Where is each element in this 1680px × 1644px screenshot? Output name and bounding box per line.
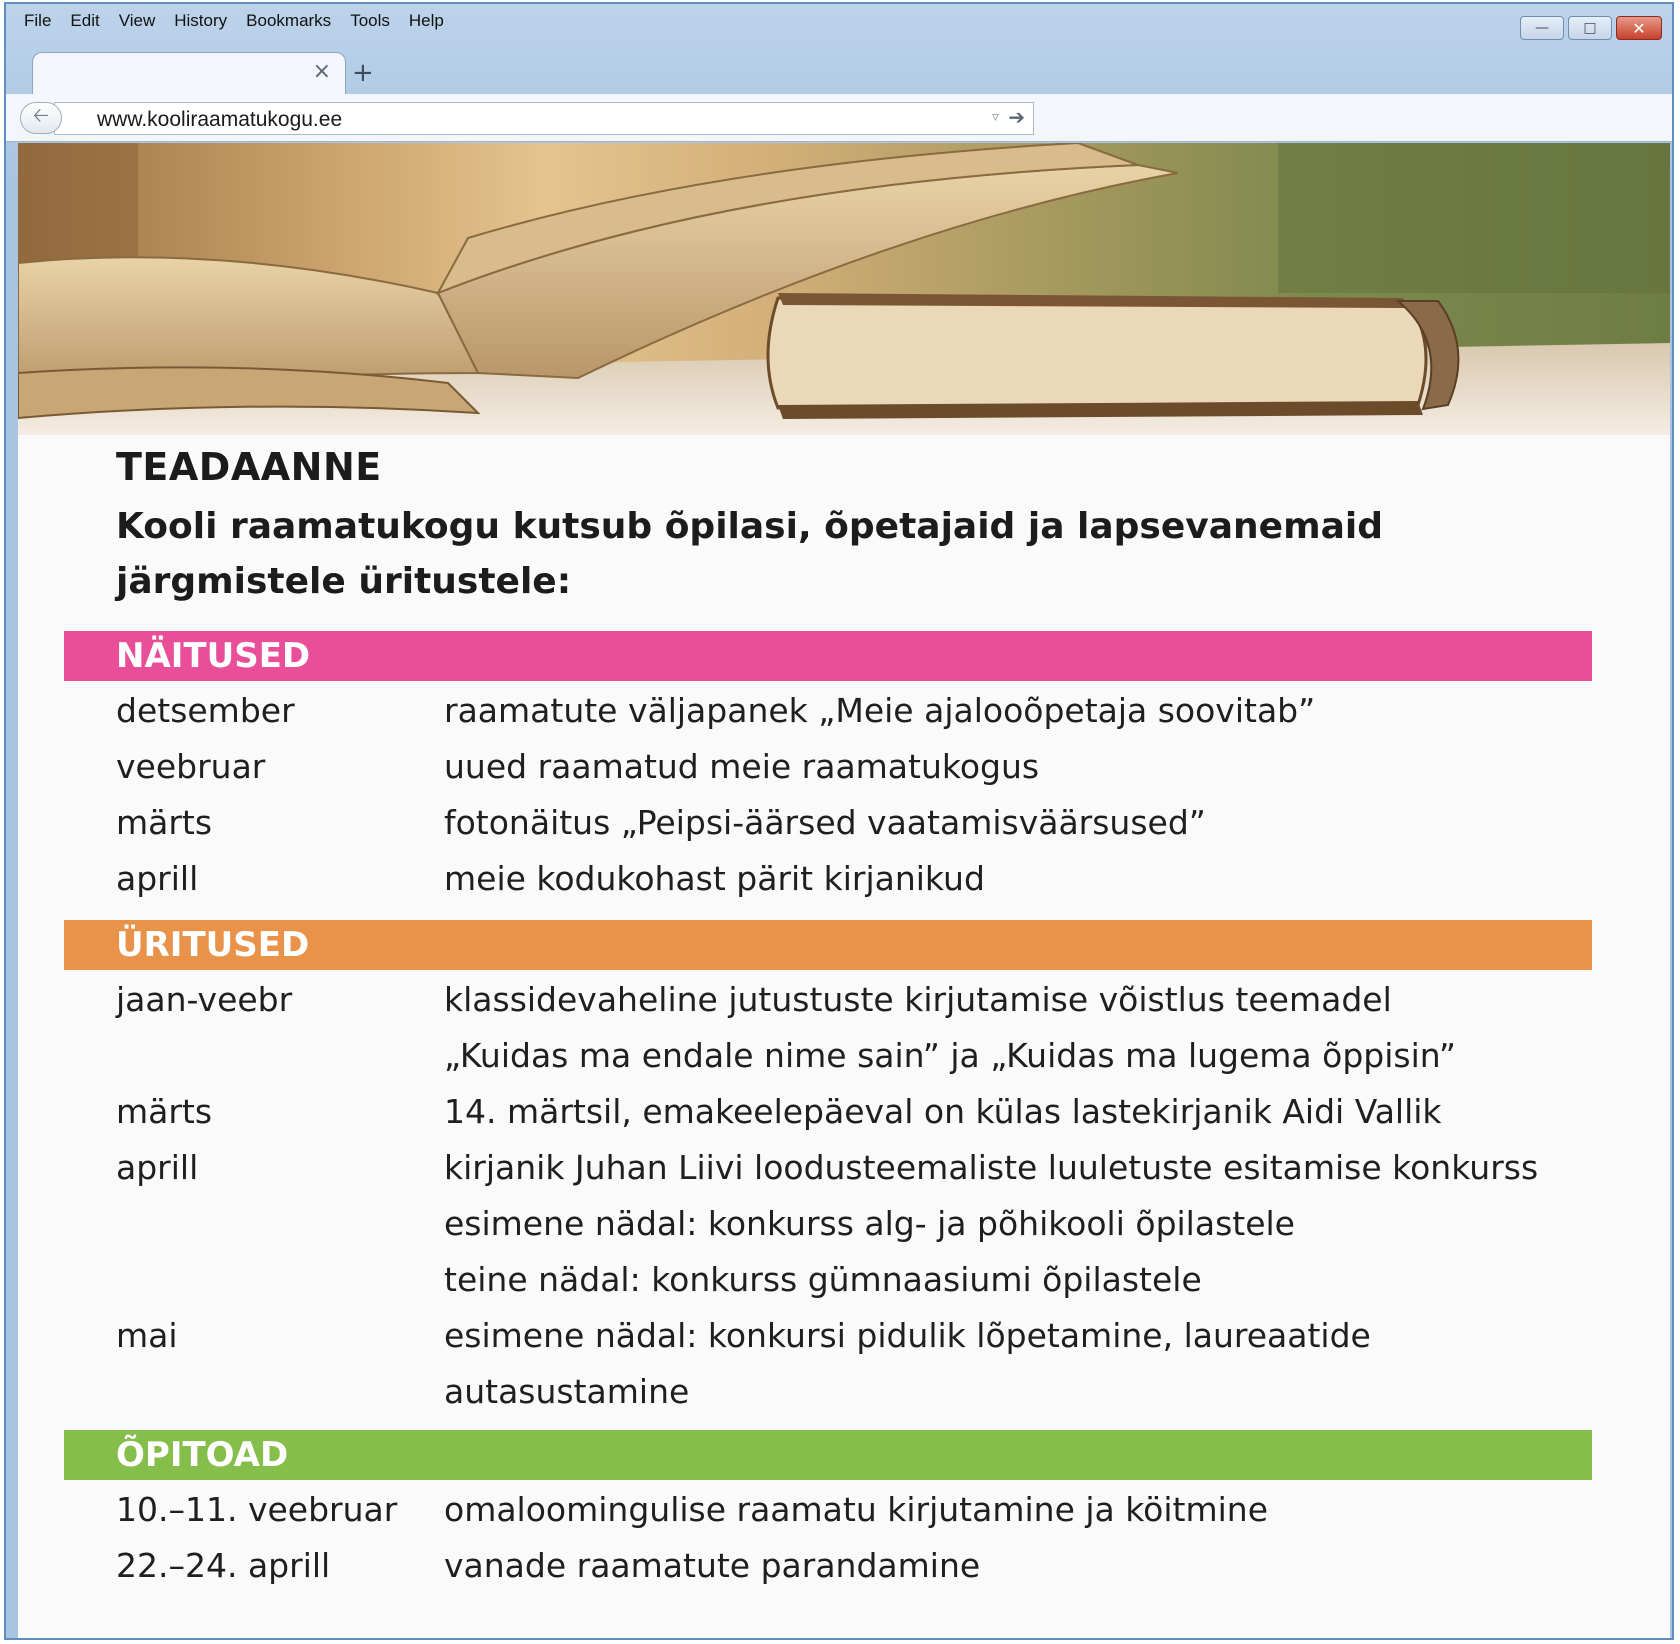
row-line: vanade raamatute parandamine (444, 1546, 981, 1585)
section-rows-naitused (18, 683, 1670, 907)
close-window-button[interactable] (1616, 16, 1662, 40)
row-when: 22.–24. aprill (116, 1546, 331, 1585)
url-text[interactable]: www.kooliraamatukogu.ee (97, 108, 343, 131)
row-what (444, 1308, 1654, 1420)
row-line: „Kuidas ma endale nime sain” ja „Kuidas ma lugema õppisin” (444, 1036, 1456, 1075)
row-what (444, 972, 1654, 1084)
menu-help[interactable]: Help (408, 11, 444, 30)
new-tab-button[interactable]: + (352, 58, 374, 88)
row-line: esimene nädal: konkursi pidulik lõpetamine, laureaatide (444, 1316, 1371, 1355)
list-item (18, 739, 1670, 795)
address-bar[interactable] (54, 102, 1034, 135)
row-line: omaloomingulise raamatu kirjutamine ja köitmine (444, 1490, 1269, 1529)
row-what (444, 683, 1654, 739)
row-when: detsember (116, 691, 295, 730)
page-title: TEADAANNE (116, 445, 382, 489)
row-when: aprill (116, 859, 199, 898)
section-rows-opitoad (18, 1482, 1670, 1594)
menu-view[interactable]: View (118, 11, 156, 30)
row-when: mai (116, 1316, 178, 1355)
list-item (18, 1538, 1670, 1594)
row-line: kirjanik Juhan Liivi loodusteemaliste luuletuste esitamise konkurss (444, 1148, 1539, 1187)
row-what (444, 1538, 1654, 1594)
tab-strip (6, 44, 1672, 94)
minimize-icon: — (1535, 20, 1549, 36)
books-illustration (18, 143, 1670, 435)
menu-history[interactable]: History (174, 11, 228, 30)
row-when: 10.–11. veebruar (116, 1490, 398, 1529)
menu-edit[interactable]: Edit (70, 11, 100, 30)
menu-tools[interactable]: Tools (350, 11, 390, 30)
go-arrow-icon[interactable]: ➔ (1008, 105, 1025, 129)
tab-close-icon[interactable]: × (312, 59, 331, 84)
maximize-button[interactable] (1568, 16, 1612, 40)
row-line: raamatute väljapanek „Meie ajalooõpetaja soovitab” (444, 691, 1316, 730)
section-heading-opitoad: ÕPITOAD (64, 1430, 1592, 1480)
intro-text: Kooli raamatukogu kutsub õpilasi, õpetajaid ja lapsevanemaid järgmistele üritustele: (116, 506, 1383, 602)
row-when: aprill (116, 1148, 199, 1187)
minimize-button[interactable] (1520, 16, 1564, 40)
row-what (444, 1140, 1654, 1308)
list-item (18, 1084, 1670, 1140)
row-what (444, 739, 1654, 795)
browser-tab[interactable] (32, 52, 346, 94)
list-item (18, 1308, 1670, 1420)
menu-bar (6, 4, 1672, 38)
section-rows-uritused (18, 972, 1670, 1420)
close-icon: ✕ (1632, 18, 1646, 38)
section-heading-uritused: ÜRITUSED (64, 920, 1592, 970)
row-line: teine nädal: konkurss gümnaasiumi õpilastele (444, 1260, 1202, 1299)
page-content (18, 435, 1670, 1640)
list-item (18, 1482, 1670, 1538)
row-line: esimene nädal: konkurss alg- ja põhikooli õpilastele (444, 1204, 1295, 1243)
hero-books-image (18, 143, 1670, 435)
section-heading-naitused: NÄITUSED (64, 631, 1592, 681)
row-line: autasustamine (444, 1372, 690, 1411)
menu-file[interactable]: File (24, 11, 52, 30)
maximize-icon: □ (1583, 20, 1597, 36)
row-when: jaan-veebr (116, 980, 293, 1019)
list-item (18, 795, 1670, 851)
row-line: uued raamatud meie raamatukogus (444, 747, 1040, 786)
list-item (18, 683, 1670, 739)
browser-window (4, 2, 1674, 1640)
row-when: märts (116, 1092, 213, 1131)
row-what (444, 1084, 1654, 1140)
row-line: klassidevaheline jutustuste kirjutamise võistlus teemadel (444, 980, 1392, 1019)
back-button[interactable] (20, 102, 62, 134)
history-dropdown-icon[interactable]: ▿ (991, 109, 999, 125)
window-controls (1520, 16, 1662, 40)
menu-bookmarks[interactable]: Bookmarks (246, 11, 332, 30)
row-when: veebruar (116, 747, 266, 786)
row-when: märts (116, 803, 213, 842)
navigation-bar (6, 94, 1672, 142)
row-line: fotonäitus „Peipsi-äärsed vaatamisväärsused” (444, 803, 1206, 842)
row-what (444, 795, 1654, 851)
back-arrow-icon: 🡠 (32, 103, 50, 127)
list-item (18, 851, 1670, 907)
row-line: meie kodukohast pärit kirjanikud (444, 859, 985, 898)
list-item (18, 1140, 1670, 1308)
row-line: 14. märtsil, emakeelepäeval on külas lastekirjanik Aidi Vallik (444, 1092, 1442, 1131)
row-what (444, 851, 1654, 907)
list-item (18, 972, 1670, 1084)
row-what (444, 1482, 1654, 1538)
